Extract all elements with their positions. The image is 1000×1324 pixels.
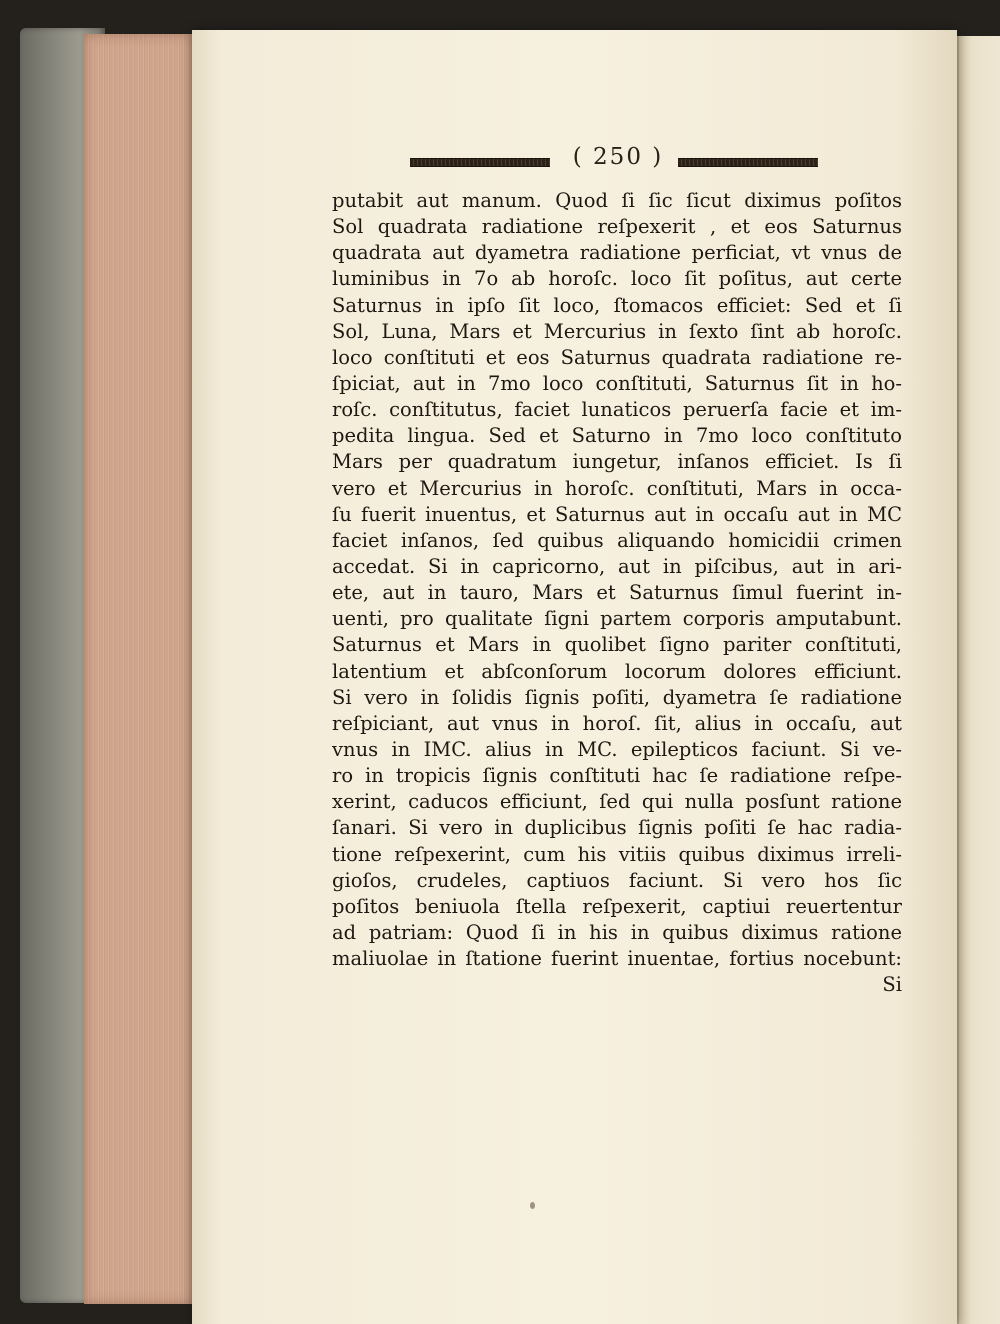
text-line: vero et Mercurius in horoſc. conſtituti, Mars in occa- bbox=[332, 476, 902, 500]
text-line: ſanari. Si vero in duplicibus ſignis poſiti ſe hac radia- bbox=[332, 816, 902, 840]
text-line: putabit aut manum. Quod ſi ſic ſicut diximus poſitos bbox=[332, 189, 902, 212]
page-header bbox=[380, 142, 820, 178]
header-rule-right bbox=[678, 158, 818, 167]
page-edges bbox=[84, 34, 194, 1304]
facing-page-edge bbox=[957, 36, 1000, 1324]
text-line: maliuolae in ſtatione fuerint inuentae, fortius nocebunt: bbox=[332, 947, 902, 971]
text-line: loco conſtituti et eos Saturnus quadrata radiatione re- bbox=[332, 345, 902, 369]
text-line: ſpiciat, aut in 7mo loco conſtituti, Saturnus ſit in ho- bbox=[332, 371, 902, 395]
text-line: poſitos beniuola ſtella reſpexerit, captiui reuertentur bbox=[332, 894, 902, 918]
text-line: xerint, caducos efficiunt, ſed qui nulla posſunt ratione bbox=[332, 790, 902, 814]
text-line: Saturnus et Mars in quolibet ſigno pariter conſtituti, bbox=[332, 633, 902, 657]
text-line: faciet inſanos, ſed quibus aliquando homicidii crimen bbox=[332, 528, 902, 552]
text-line: Mars per quadratum iungetur, inſanos efficiet. Is ſi bbox=[332, 450, 902, 474]
page-number: ( 250 ) bbox=[572, 144, 664, 170]
text-line: reſpiciant, aut vnus in horoſ. ſit, alius in occaſu, aut bbox=[332, 711, 902, 735]
text-line: accedat. Si in capricorno, aut in piſcibus, aut in ari- bbox=[332, 554, 902, 578]
text-line: Sol quadrata radiatione reſpexerit , et eos Saturnus bbox=[332, 215, 902, 239]
text-line: ro in tropicis ſignis conſtituti hac ſe radiatione reſpe- bbox=[332, 764, 902, 788]
catchword: Si bbox=[882, 973, 902, 997]
text-line: Saturnus in ipſo ſit loco, ſtomacos efficiet: Sed et ſi bbox=[332, 293, 902, 317]
text-line: Sol, Luna, Mars et Mercurius in ſexto ſint ab horoſc. bbox=[332, 319, 902, 343]
text-line: tione reſpexerint, cum his vitiis quibus diximus irreli- bbox=[332, 842, 902, 866]
paper-speck bbox=[530, 1202, 535, 1209]
text-line: ete, aut in tauro, Mars et Saturnus ſimul fuerint in- bbox=[332, 581, 902, 605]
text-line: gioſos, crudeles, captiuos faciunt. Si vero hos ſic bbox=[332, 868, 902, 892]
header-rule-left bbox=[410, 158, 550, 167]
body-text bbox=[332, 188, 902, 998]
text-line: roſc. conſtitutus, faciet lunaticos peruerſa facie et im- bbox=[332, 398, 902, 422]
text-line: luminibus in 7o ab horoſc. loco ſit poſitus, aut certe bbox=[332, 267, 902, 291]
text-line: Si vero in ſolidis ſignis poſiti, dyametra ſe radiatione bbox=[332, 685, 902, 709]
text-line: pedita lingua. Sed et Saturno in 7mo loco conſtituto bbox=[332, 424, 902, 448]
text-line: uenti, pro qualitate ſigni partem corporis amputabunt. bbox=[332, 607, 902, 631]
text-line: latentium et abſconſorum locorum dolores efficiunt. bbox=[332, 659, 902, 683]
text-line: ad patriam: Quod ſi in his in quibus diximus ratione bbox=[332, 920, 902, 944]
book-page bbox=[192, 30, 957, 1324]
text-line: ſu fuerit inuentus, et Saturnus aut in occaſu aut in MC bbox=[332, 502, 902, 526]
text-line: quadrata aut dyametra radiatione perficiat, vt vnus de bbox=[332, 241, 902, 265]
text-line: vnus in IMC. alius in MC. epilepticos faciunt. Si ve- bbox=[332, 737, 902, 761]
